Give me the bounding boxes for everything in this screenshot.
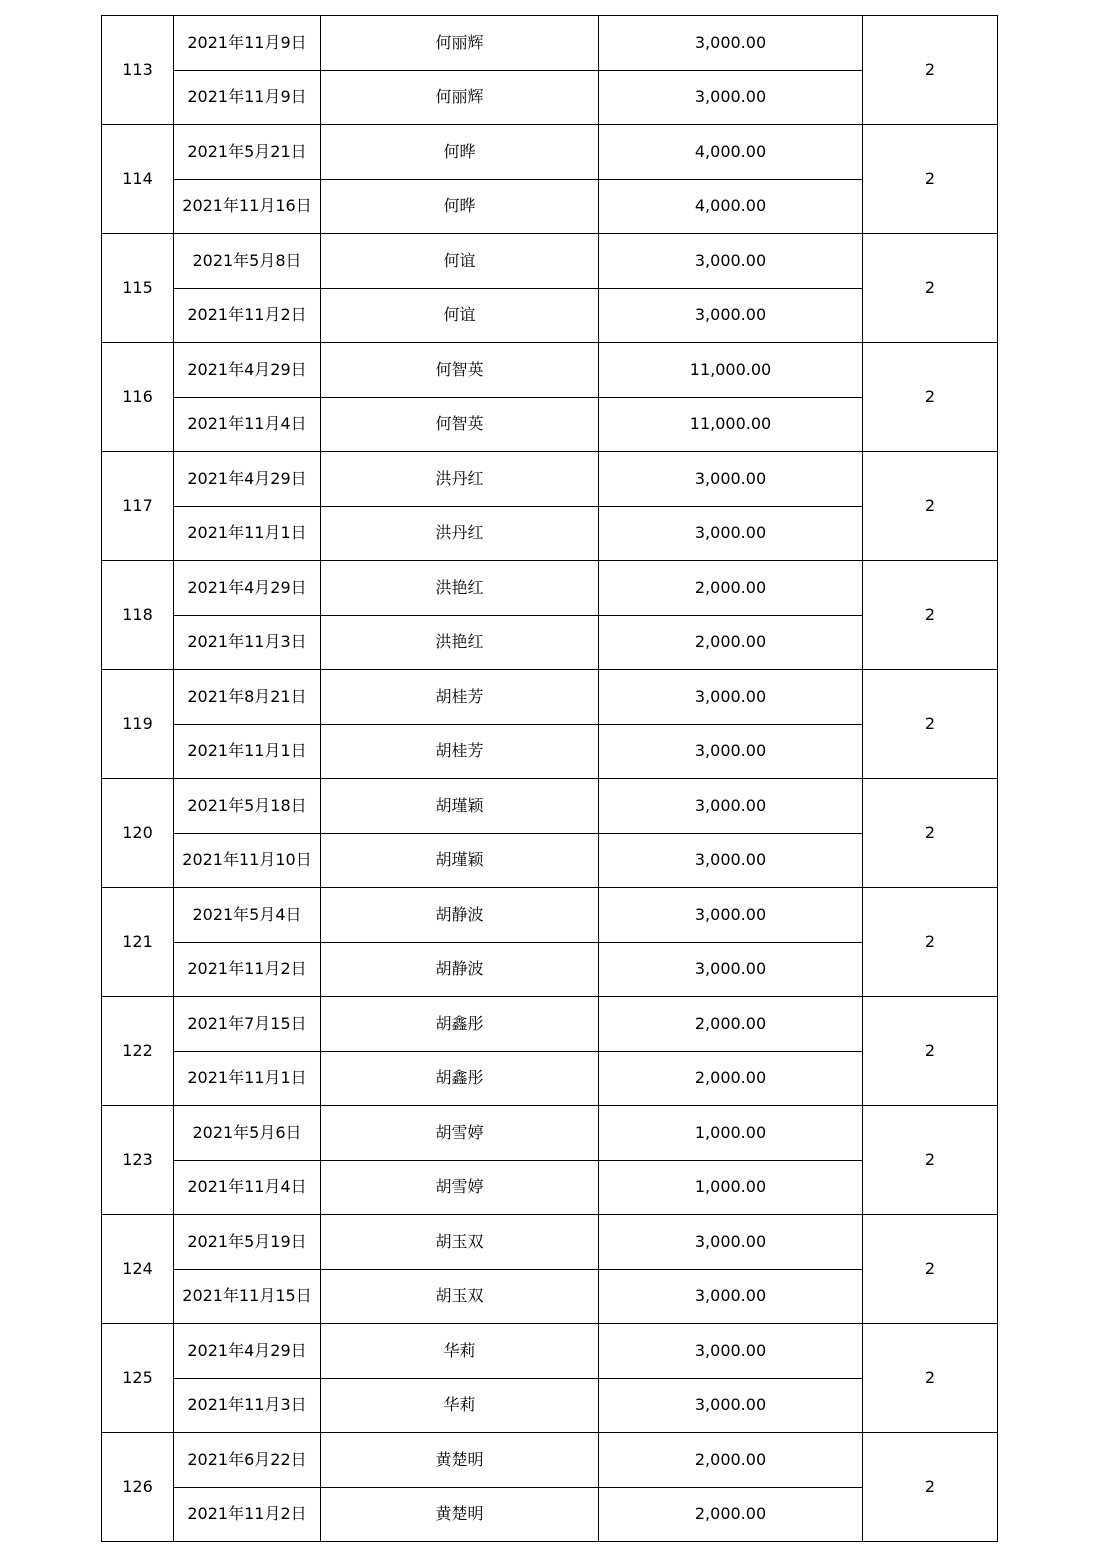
- record-number-cell: 125: [102, 1324, 174, 1433]
- table-row: [102, 888, 998, 943]
- payment-amount-cell: 3,000.00: [599, 670, 863, 725]
- recipient-name-cell: 胡瑾颖: [321, 779, 599, 834]
- recipient-name-cell: 洪丹红: [321, 452, 599, 507]
- recipient-name-cell: 何智英: [321, 397, 599, 452]
- payment-amount-cell: 3,000.00: [599, 234, 863, 289]
- recipient-name-cell: 黄楚明: [321, 1433, 599, 1488]
- table-row: [102, 670, 998, 725]
- payment-count-cell: 2: [863, 343, 998, 452]
- table-row: [102, 1324, 998, 1379]
- table-row: [102, 1433, 998, 1488]
- recipient-name-cell: 洪艳红: [321, 561, 599, 616]
- recipient-name-cell: 洪艳红: [321, 615, 599, 670]
- payment-date-cell: 2021年11月4日: [174, 1160, 321, 1215]
- payment-date-cell: 2021年6月22日: [174, 1433, 321, 1488]
- payment-date-cell: 2021年11月15日: [174, 1269, 321, 1324]
- payment-amount-cell: 2,000.00: [599, 1433, 863, 1488]
- recipient-name-cell: 胡瑾颖: [321, 833, 599, 888]
- payment-date-cell: 2021年11月4日: [174, 397, 321, 452]
- recipient-name-cell: 胡鑫彤: [321, 1051, 599, 1106]
- payment-date-cell: 2021年11月2日: [174, 942, 321, 997]
- record-number-cell: 118: [102, 561, 174, 670]
- record-number-cell: 124: [102, 1215, 174, 1324]
- table-row: [102, 16, 998, 71]
- record-number-cell: 121: [102, 888, 174, 997]
- record-number-cell: 115: [102, 234, 174, 343]
- payment-table-body: [102, 16, 998, 1542]
- recipient-name-cell: 何丽辉: [321, 70, 599, 125]
- payment-count-cell: 2: [863, 452, 998, 561]
- recipient-name-cell: 何谊: [321, 234, 599, 289]
- payment-amount-cell: 3,000.00: [599, 16, 863, 71]
- record-number-cell: 116: [102, 343, 174, 452]
- payment-amount-cell: 3,000.00: [599, 724, 863, 779]
- recipient-name-cell: 胡雪婷: [321, 1160, 599, 1215]
- table-row: [102, 1106, 998, 1161]
- recipient-name-cell: 何丽辉: [321, 16, 599, 71]
- payment-amount-cell: 3,000.00: [599, 888, 863, 943]
- payment-amount-cell: 3,000.00: [599, 288, 863, 343]
- table-row: [102, 1215, 998, 1270]
- recipient-name-cell: 何谊: [321, 288, 599, 343]
- payment-count-cell: 2: [863, 1433, 998, 1542]
- recipient-name-cell: 黄楚明: [321, 1487, 599, 1542]
- payment-amount-cell: 3,000.00: [599, 1378, 863, 1433]
- payment-date-cell: 2021年11月9日: [174, 16, 321, 71]
- payment-amount-cell: 11,000.00: [599, 397, 863, 452]
- payment-count-cell: 2: [863, 997, 998, 1106]
- recipient-name-cell: 胡静波: [321, 942, 599, 997]
- table-row: [102, 452, 998, 507]
- payment-amount-cell: 2,000.00: [599, 997, 863, 1052]
- payment-amount-cell: 3,000.00: [599, 70, 863, 125]
- payment-date-cell: 2021年11月1日: [174, 506, 321, 561]
- payment-date-cell: 2021年8月21日: [174, 670, 321, 725]
- record-number-cell: 114: [102, 125, 174, 234]
- payment-amount-cell: 2,000.00: [599, 615, 863, 670]
- payment-date-cell: 2021年11月9日: [174, 70, 321, 125]
- recipient-name-cell: 何晔: [321, 179, 599, 234]
- table-row: [102, 234, 998, 289]
- recipient-name-cell: 华莉: [321, 1378, 599, 1433]
- payment-amount-cell: 1,000.00: [599, 1160, 863, 1215]
- payment-count-cell: 2: [863, 888, 998, 997]
- record-number-cell: 120: [102, 779, 174, 888]
- payment-count-cell: 2: [863, 1215, 998, 1324]
- record-number-cell: 122: [102, 997, 174, 1106]
- record-number-cell: 119: [102, 670, 174, 779]
- recipient-name-cell: 胡雪婷: [321, 1106, 599, 1161]
- payment-date-cell: 2021年4月29日: [174, 1324, 321, 1379]
- payment-amount-cell: 3,000.00: [599, 779, 863, 834]
- payment-amount-cell: 3,000.00: [599, 1215, 863, 1270]
- payment-date-cell: 2021年4月29日: [174, 561, 321, 616]
- record-number-cell: 126: [102, 1433, 174, 1542]
- payment-amount-cell: 1,000.00: [599, 1106, 863, 1161]
- payment-amount-cell: 3,000.00: [599, 452, 863, 507]
- recipient-name-cell: 胡桂芳: [321, 670, 599, 725]
- payment-date-cell: 2021年5月18日: [174, 779, 321, 834]
- record-number-cell: 117: [102, 452, 174, 561]
- table-row: [102, 997, 998, 1052]
- payment-amount-cell: 3,000.00: [599, 1269, 863, 1324]
- payment-amount-cell: 3,000.00: [599, 833, 863, 888]
- payment-date-cell: 2021年11月16日: [174, 179, 321, 234]
- payment-date-cell: 2021年11月1日: [174, 1051, 321, 1106]
- payment-count-cell: 2: [863, 234, 998, 343]
- payment-date-cell: 2021年11月2日: [174, 288, 321, 343]
- payment-amount-cell: 11,000.00: [599, 343, 863, 398]
- recipient-name-cell: 洪丹红: [321, 506, 599, 561]
- payment-date-cell: 2021年11月3日: [174, 615, 321, 670]
- payment-amount-cell: 3,000.00: [599, 506, 863, 561]
- payment-amount-cell: 2,000.00: [599, 1051, 863, 1106]
- recipient-name-cell: 何晔: [321, 125, 599, 180]
- payment-date-cell: 2021年11月3日: [174, 1378, 321, 1433]
- payment-count-cell: 2: [863, 670, 998, 779]
- payment-date-cell: 2021年4月29日: [174, 452, 321, 507]
- table-row: [102, 343, 998, 398]
- payment-amount-cell: 4,000.00: [599, 179, 863, 234]
- payment-date-cell: 2021年11月2日: [174, 1487, 321, 1542]
- payment-amount-cell: 4,000.00: [599, 125, 863, 180]
- payment-date-cell: 2021年11月1日: [174, 724, 321, 779]
- recipient-name-cell: 胡桂芳: [321, 724, 599, 779]
- recipient-name-cell: 胡玉双: [321, 1215, 599, 1270]
- payment-amount-cell: 3,000.00: [599, 942, 863, 997]
- payment-date-cell: 2021年4月29日: [174, 343, 321, 398]
- record-number-cell: 113: [102, 16, 174, 125]
- recipient-name-cell: 何智英: [321, 343, 599, 398]
- recipient-name-cell: 胡鑫彤: [321, 997, 599, 1052]
- payment-count-cell: 2: [863, 16, 998, 125]
- payment-date-cell: 2021年5月21日: [174, 125, 321, 180]
- payment-amount-cell: 3,000.00: [599, 1324, 863, 1379]
- payment-count-cell: 2: [863, 1324, 998, 1433]
- table-row: [102, 779, 998, 834]
- payment-date-cell: 2021年11月10日: [174, 833, 321, 888]
- payment-count-cell: 2: [863, 1106, 998, 1215]
- payment-amount-cell: 2,000.00: [599, 561, 863, 616]
- payment-count-cell: 2: [863, 125, 998, 234]
- record-number-cell: 123: [102, 1106, 174, 1215]
- payment-date-cell: 2021年5月8日: [174, 234, 321, 289]
- payment-count-cell: 2: [863, 779, 998, 888]
- recipient-name-cell: 胡静波: [321, 888, 599, 943]
- recipient-name-cell: 胡玉双: [321, 1269, 599, 1324]
- table-row: [102, 125, 998, 180]
- payment-count-cell: 2: [863, 561, 998, 670]
- payment-date-cell: 2021年5月4日: [174, 888, 321, 943]
- payment-date-cell: 2021年5月6日: [174, 1106, 321, 1161]
- recipient-name-cell: 华莉: [321, 1324, 599, 1379]
- payment-amount-cell: 2,000.00: [599, 1487, 863, 1542]
- payment-date-cell: 2021年5月19日: [174, 1215, 321, 1270]
- table-row: [102, 561, 998, 616]
- payment-date-cell: 2021年7月15日: [174, 997, 321, 1052]
- payment-table: [101, 15, 998, 1542]
